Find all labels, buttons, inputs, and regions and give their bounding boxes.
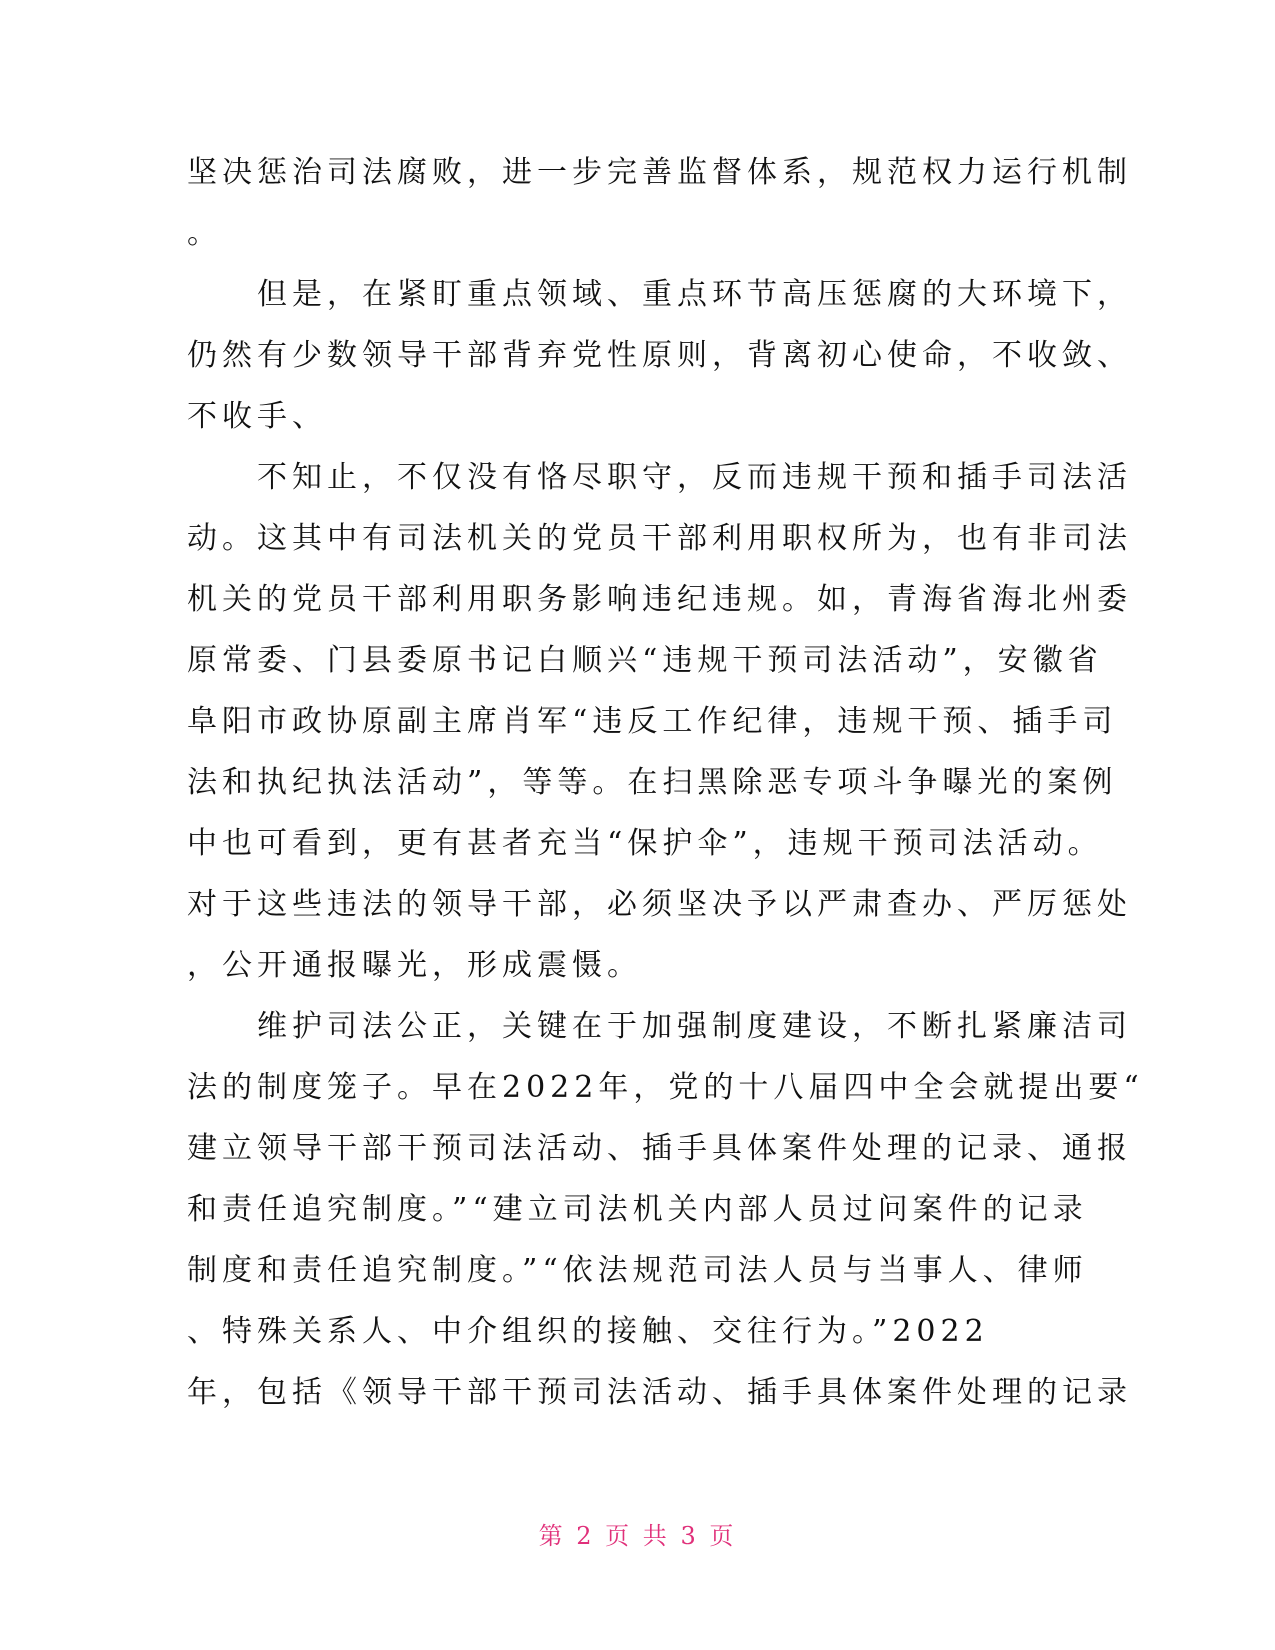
text-line: 。 (187, 216, 222, 251)
text-line: 建立领导干部干预司法活动、插手具体案件处理的记录、通报 (187, 1131, 1132, 1166)
text-line: 法的制度笼子。早在2022年，党的十八届四中全会就提出要“ (187, 1070, 1144, 1105)
text-line: 法和执纪执法活动”，等等。在扫黑除恶专项斗争曝光的案例 (187, 765, 1118, 800)
text-line: 中也可看到，更有甚者充当“保护伞”，违规干预司法活动。 (187, 826, 1103, 861)
text-line: 但是，在紧盯重点领域、重点环节高压惩腐的大环境下， (187, 277, 1132, 312)
current-page-number: 2 (576, 1522, 595, 1550)
text-line: 对于这些违法的领导干部，必须坚决予以严肃查办、严厉惩处 (187, 887, 1132, 922)
text-line: 、特殊关系人、中介组织的接触、交往行为。”2022 (187, 1314, 989, 1349)
text-line: 制度和责任追究制度。”“依法规范司法人员与当事人、律师 (187, 1253, 1088, 1288)
text-line: 和责任追究制度。”“建立司法机关内部人员过问案件的记录 (187, 1192, 1088, 1227)
text-line: ，公开通报曝光，形成震慑。 (187, 948, 642, 983)
footer-suffix: 页 (709, 1522, 737, 1550)
footer-middle: 页 共 (605, 1522, 670, 1550)
footer-prefix: 第 (538, 1522, 566, 1550)
text-line: 不收手、 (187, 399, 327, 434)
text-line: 仍然有少数领导干部背弃党性原则，背离初心使命，不收敛、 (187, 338, 1132, 373)
total-pages-number: 3 (680, 1522, 699, 1550)
text-line: 年，包括《领导干部干预司法活动、插手具体案件处理的记录 (187, 1375, 1132, 1410)
text-line: 原常委、门县委原书记白顺兴“违规干预司法活动”，安徽省 (187, 643, 1103, 678)
text-line: 坚决惩治司法腐败，进一步完善监督体系，规范权力运行机制 (187, 155, 1132, 190)
text-line: 维护司法公正，关键在于加强制度建设，不断扎紧廉洁司 (187, 1009, 1132, 1044)
text-line: 机关的党员干部利用职务影响违纪违规。如，青海省海北州委 (187, 582, 1132, 617)
text-line: 不知止，不仅没有恪尽职守，反而违规干预和插手司法活 (187, 460, 1132, 495)
text-line: 动。这其中有司法机关的党员干部利用职权所为，也有非司法 (187, 521, 1132, 556)
page-footer (0, 1516, 1275, 1551)
document-body (187, 142, 1144, 1423)
text-line: 阜阳市政协原副主席肖军“违反工作纪律，违规干预、插手司 (187, 704, 1118, 739)
